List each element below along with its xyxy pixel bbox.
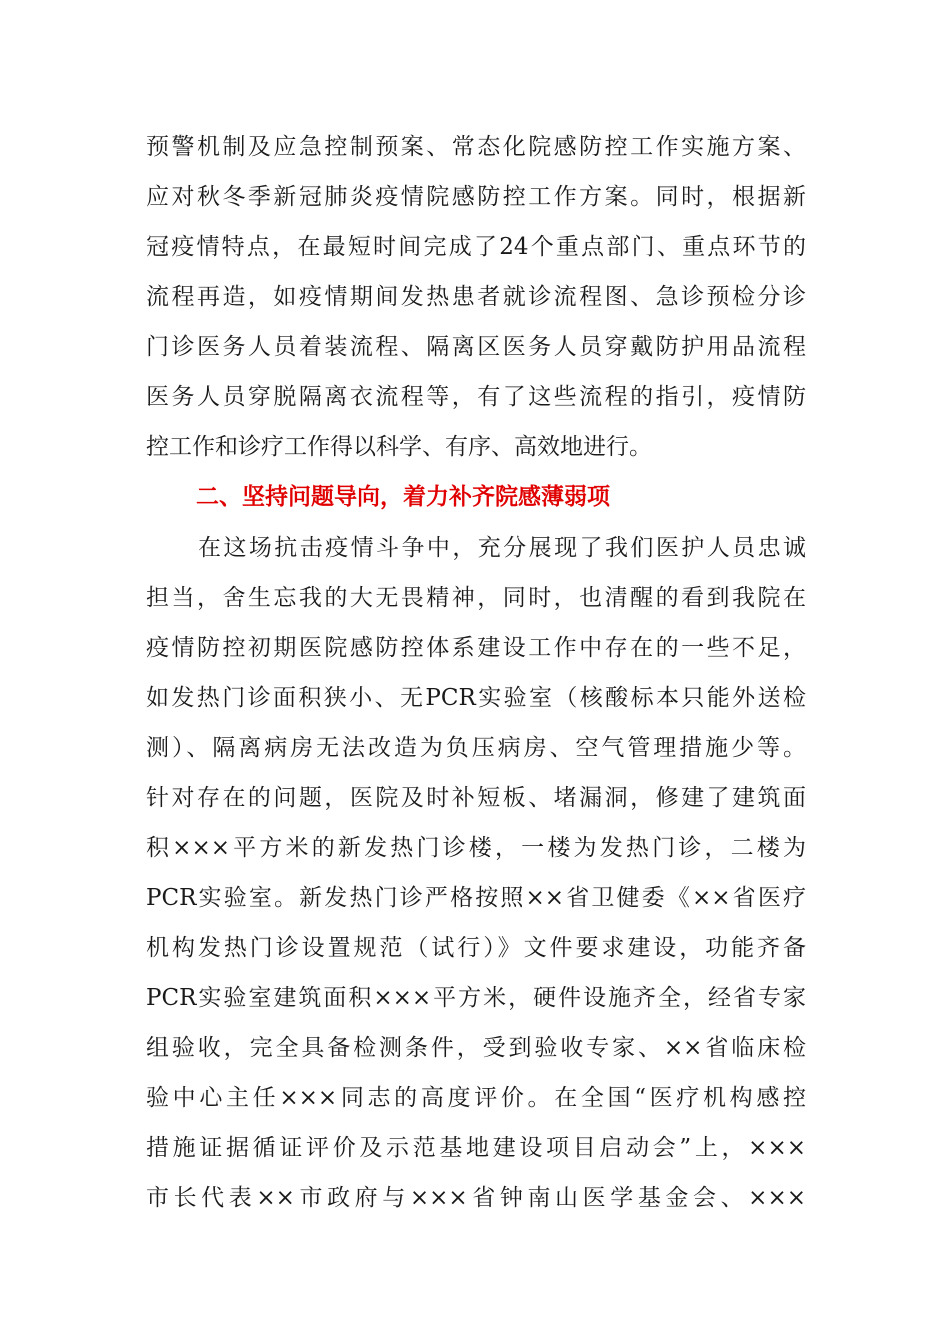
body-text-line: 测）、隔离病房无法改造为负压病房、空气管理措施少等。 [146, 735, 806, 761]
body-text-line: 组验收，完全具备检测条件，受到验收专家、××省临床检 [146, 1035, 806, 1061]
body-text-line: 冠疫情特点，在最短时间完成了24个重点部门、重点环节的 [146, 234, 806, 260]
body-text-line: 措施证据循证评价及示范基地建设项目启动会”上，××× [146, 1135, 806, 1161]
body-text-line: PCR实验室建筑面积×××平方米，硬件设施齐全，经省专家 [146, 985, 806, 1011]
body-text-line: 针对存在的问题，医院及时补短板、堵漏洞，修建了建筑面 [146, 785, 806, 811]
body-text-line: 门诊医务人员着装流程、隔离区医务人员穿戴防护用品流程 [146, 334, 806, 360]
body-text-line: 控工作和诊疗工作得以科学、有序、高效地进行。 [146, 434, 652, 460]
body-text-line: 担当，舍生忘我的大无畏精神，同时，也清醒的看到我院在 [146, 585, 806, 611]
body-text-line: 验中心主任×××同志的高度评价。在全国“医疗机构感控 [146, 1085, 806, 1111]
body-text-line: PCR实验室。新发热门诊严格按照××省卫健委《××省医疗 [146, 885, 806, 911]
body-text-line: 如发热门诊面积狭小、无PCR实验室（核酸标本只能外送检 [146, 685, 806, 711]
body-text-line: 市长代表××市政府与×××省钟南山医学基金会、××× [146, 1185, 806, 1211]
body-text-line: 在这场抗击疫情斗争中，充分展现了我们医护人员忠诚 [198, 535, 806, 561]
body-text-line: 机构发热门诊设置规范（试行）》文件要求建设，功能齐备 [146, 935, 806, 961]
section-heading: 二、坚持问题导向，着力补齐院感薄弱项 [196, 484, 610, 510]
body-text-line: 应对秋冬季新冠肺炎疫情院感防控工作方案。同时，根据新 [146, 184, 806, 210]
body-text-line: 疫情防控初期医院感防控体系建设工作中存在的一些不足， [146, 635, 806, 661]
body-text-line: 医务人员穿脱隔离衣流程等，有了这些流程的指引，疫情防 [146, 384, 806, 410]
body-text-line: 预警机制及应急控制预案、常态化院感防控工作实施方案、 [146, 134, 806, 160]
body-text-line: 积×××平方米的新发热门诊楼，一楼为发热门诊，二楼为 [146, 835, 806, 861]
body-text-line: 流程再造，如疫情期间发热患者就诊流程图、急诊预检分诊 [146, 284, 806, 310]
